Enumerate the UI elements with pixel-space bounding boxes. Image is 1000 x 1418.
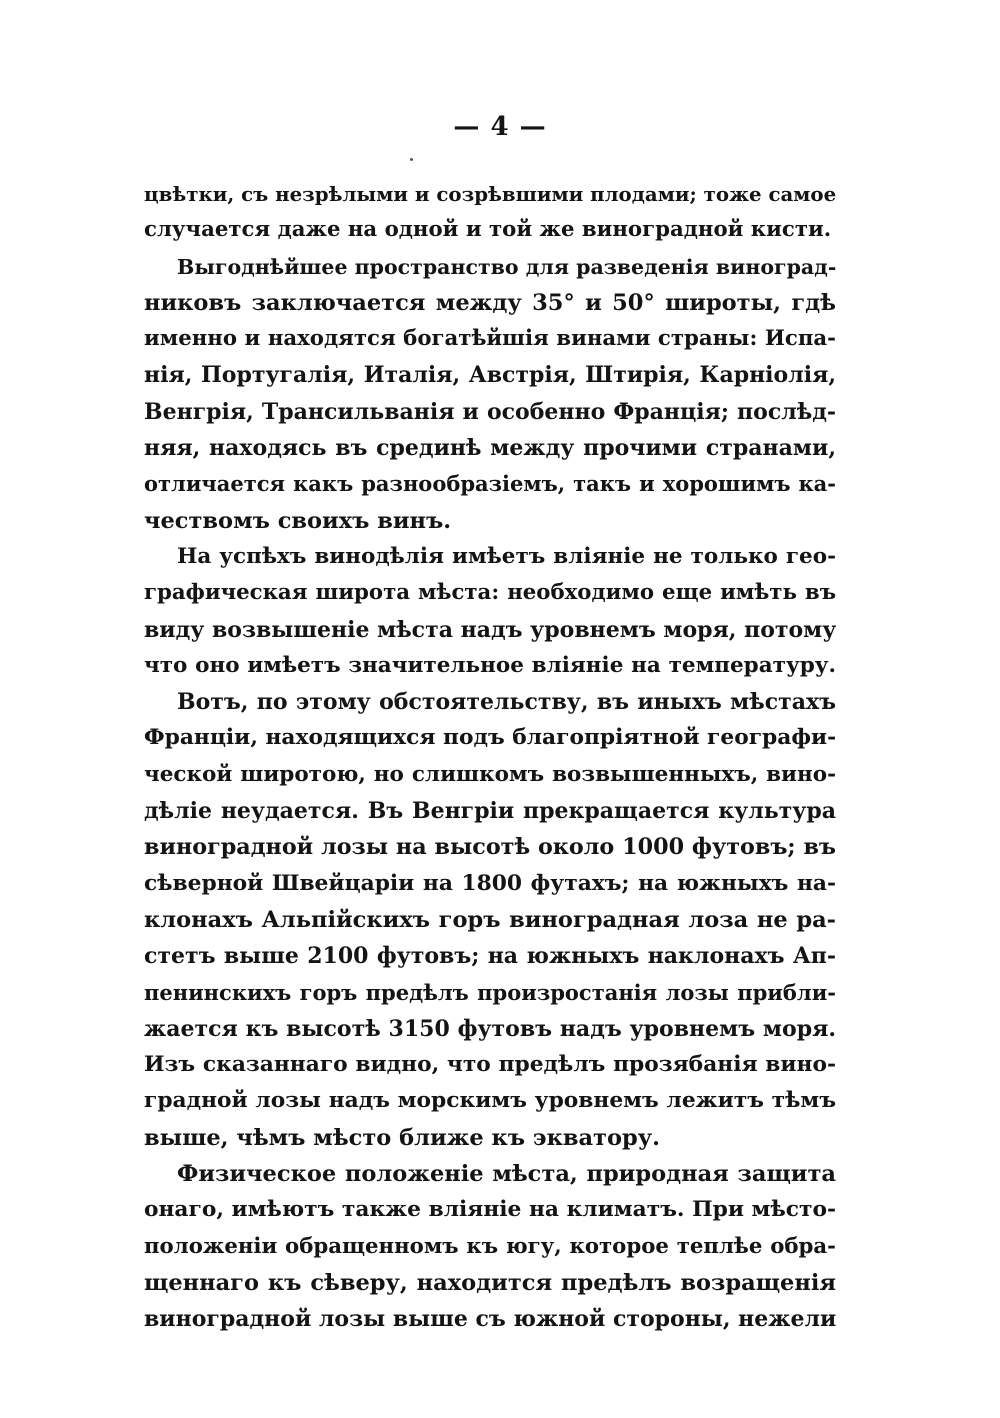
- text-line: градной лозы надъ морскимъ уровнемъ лежитъ тѣмъ: [144, 1088, 836, 1114]
- text-line: онаго, имѣютъ также вліяніе на климатъ. При мѣсто-: [144, 1197, 836, 1223]
- paragraph-first-line: На успѣхъ винодѣлія имѣетъ вліяніе не только гео-: [177, 543, 836, 569]
- text-line: чествомъ своихъ винъ.: [144, 507, 452, 534]
- text-line: графическая широта мѣста: необходимо еще имѣть въ: [144, 580, 836, 606]
- stray-ink-mark: [410, 158, 413, 161]
- text-line: Венгрія, Трансильванія и особенно Франція; послѣд-: [144, 398, 836, 425]
- page-number: — 4 —: [453, 112, 547, 142]
- text-line: случается даже на одной и той же виноградной кисти.: [144, 217, 832, 243]
- body-text: [144, 176, 836, 1338]
- text-line: жается къ высотѣ 3150 футовъ надъ уровнемъ моря.: [144, 1015, 836, 1042]
- text-line: виду возвышеніе мѣста надъ уровнемъ моря, потому: [144, 616, 836, 643]
- text-line: виноградной лозы на высотѣ около 1000 футовъ; въ: [144, 834, 836, 861]
- paragraph-first-line: Выгоднѣйшее пространство для разведенія виноград-: [177, 254, 836, 279]
- text-line: нія, Португалія, Италія, Австрія, Штирія, Карніолія,: [144, 362, 836, 389]
- text-line: Изъ сказаннаго видно, что предѣлъ прозябанія вино-: [144, 1052, 836, 1078]
- paragraph-first-line: Вотъ, по этому обстоятельству, въ иныхъ мѣстахъ: [177, 689, 836, 716]
- text-line: положеніи обращенномъ къ югу, которое теплѣе обра-: [144, 1233, 836, 1259]
- text-line: клонахъ Альпійскихъ горъ виноградная лоза не ра-: [144, 906, 836, 933]
- text-line: выше, чѣмъ мѣсто ближе къ экватору.: [144, 1124, 660, 1151]
- text-line: сѣверной Швейцаріи на 1800 футахъ; на южныхъ на-: [144, 870, 836, 896]
- text-line: ческой широтою, но слишкомъ возвышенныхъ, вино-: [144, 761, 836, 787]
- text-line: щеннаго къ сѣверу, находится предѣлъ возращенія: [144, 1269, 836, 1296]
- paragraph-first-line: Физическое положеніе мѣста, природная защита: [177, 1161, 836, 1188]
- text-line: отличается какъ разнообразіемъ, такъ и хорошимъ ка-: [144, 471, 836, 497]
- text-line: что оно имѣетъ значительное вліяніе на температуру.: [144, 652, 836, 678]
- text-line: цвѣтки, съ незрѣлыми и созрѣвшими плодами; тоже самое: [144, 182, 836, 206]
- text-line: пенинскихъ горъ предѣлъ произростанія лозы прибли-: [144, 979, 836, 1005]
- text-line: няя, находясь въ срединѣ между прочими странами,: [144, 435, 836, 462]
- text-line: стетъ выше 2100 футовъ; на южныхъ наклонахъ Ап-: [144, 943, 836, 970]
- text-line: именно и находятся богатѣйшія винами страны: Испа-: [144, 326, 836, 352]
- text-line: никовъ заключается между 35° и 50° широты, гдѣ: [144, 289, 836, 316]
- text-line: виноградной лозы выше съ южной стороны, нежели: [144, 1306, 836, 1333]
- text-line: Франціи, находящихся подъ благопріятной географи-: [144, 725, 836, 751]
- text-line: дѣліе неудается. Въ Венгріи прекращается культура: [144, 798, 836, 825]
